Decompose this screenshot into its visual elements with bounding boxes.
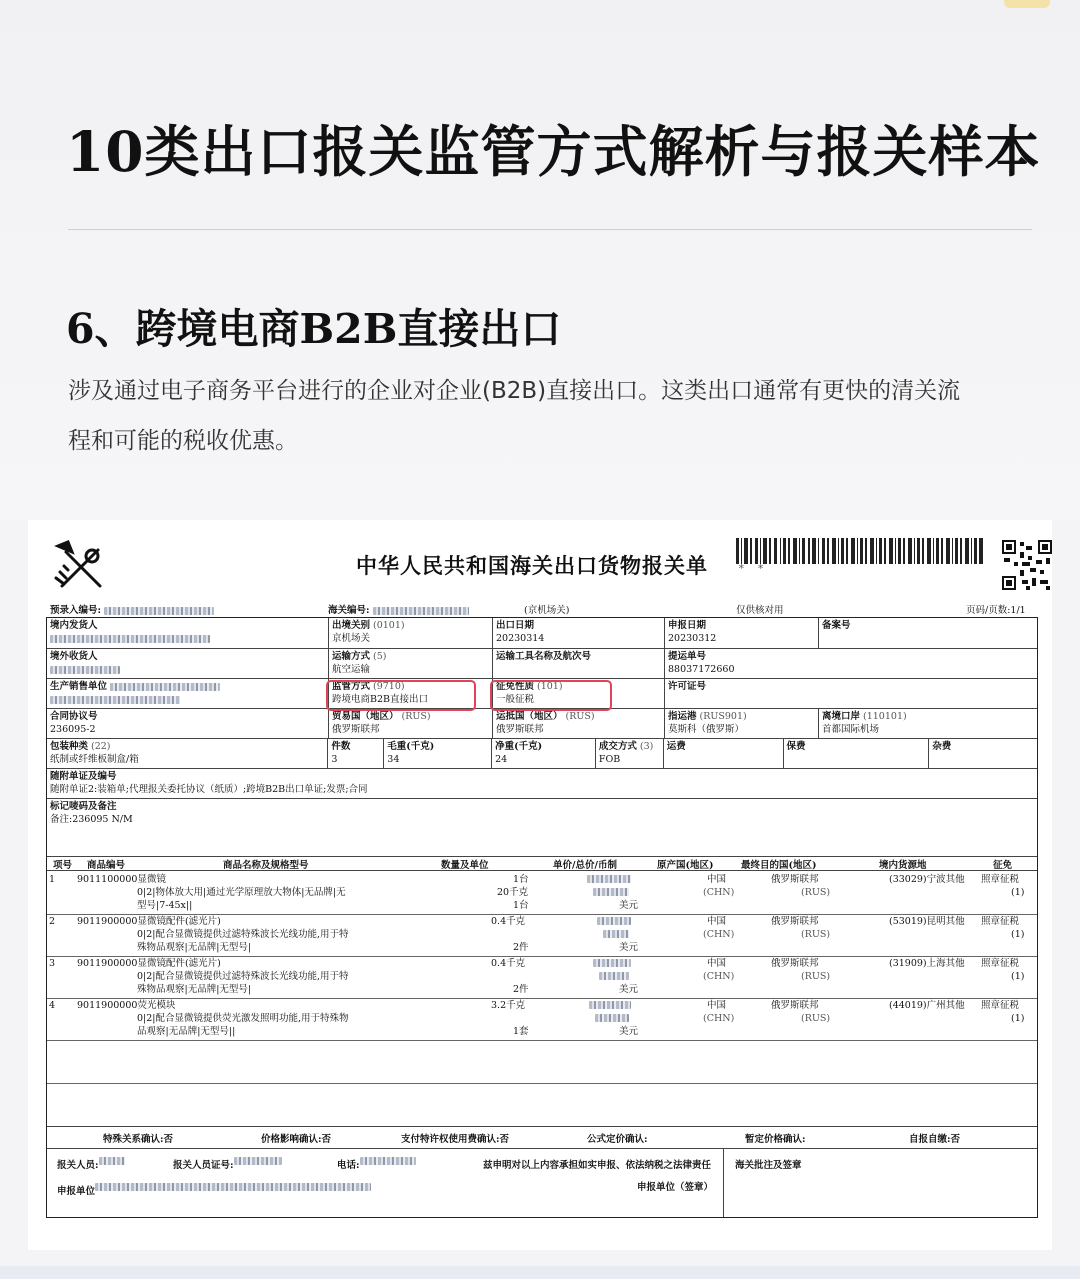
exit-customs-cell: 出境关别 (0101) 京机场关 (329, 618, 493, 648)
declare-unit-seal: 申报单位（签章） (637, 1182, 714, 1193)
row-divider (47, 1040, 1037, 1041)
customs-emblem-icon (52, 538, 110, 596)
decoration-tab (1004, 0, 1050, 8)
formula-pricing: 公式定价确认: (587, 1134, 648, 1145)
foreign-consignee-cell: 境外收货人 (47, 649, 329, 678)
dest-country-cell: 运抵国（地区） (RUS) 俄罗斯联邦 (493, 709, 665, 738)
goods-header: 项号 (53, 860, 73, 871)
customs-no: 海关编号: (328, 602, 469, 616)
net-weight-cell: 净重(千克) 24 (492, 739, 596, 768)
transport-mode-cell: 运输方式 (5) 航空运输 (329, 649, 493, 678)
pre-entry-no: 预录入编号: (50, 602, 214, 616)
page-title: 10类出口报关监管方式解析与报关样本 (66, 119, 1041, 184)
provisional-price: 暂定价格确认: (745, 1134, 806, 1145)
exit-port-cell: 离境口岸 (110101) 首都国际机场 (822, 711, 907, 735)
port-cell: 指运港 (RUS901) 莫斯科（俄罗斯） (665, 709, 819, 738)
signature-section (47, 1149, 1037, 1217)
goods-header: 境内货源地 (879, 860, 927, 871)
producer-cell: 生产销售单位 (47, 679, 329, 708)
goods-table (47, 857, 1037, 1127)
marks-cell: 标记唛码及备注 备注:236095 N/M (50, 801, 133, 825)
license-cell: 许可证号 (668, 681, 707, 692)
pieces-cell: 件数 3 (328, 739, 384, 768)
declare-date-cell: 申报日期 20230312 (665, 618, 819, 648)
package-cell: 包装种类 (22) 纸制或纤维板制盒/箱 (47, 739, 328, 768)
customs-site: (京机场关) (524, 605, 570, 616)
royalty-confirm: 支付特许权使用费确认:否 (401, 1134, 510, 1145)
record-no-cell: 备案号 (822, 620, 851, 631)
declare-unit: 申报单位 (57, 1183, 95, 1197)
special-relation: 特殊关系确认:否 (103, 1134, 174, 1145)
contract-cell: 合同协议号 236095-2 (47, 709, 329, 738)
title-divider (68, 229, 1032, 230)
attached-docs-cell: 随附单证及编号 随附单证2:装箱单;代理报关委托协议（纸质）;跨境B2B出口单证;发票;合同 (50, 771, 368, 795)
bill-cell: 提运单号 88037172660 (668, 651, 735, 675)
goods-header: 征免 (993, 860, 1013, 871)
table-row: 3 9011900000显微镜配件(滤光片) 0|2|配合显微镜提供过滤特殊波长光线功能,用于特 殊物品观察|无品牌|无型号| 0.4千克 2件 美元 中国 (CHN) 俄罗斯联邦 (RUS) (31909)上海其他 照章征税 (1) (49, 958, 1025, 995)
confirmation-row (47, 1127, 1037, 1149)
goods-header: 单价/总价/币制 (553, 860, 617, 871)
deal-mode-cell: 成交方式 (3) FOB (596, 739, 664, 768)
domestic-shipper-cell: 境内发货人 (47, 618, 329, 648)
export-date-cell: 出口日期 20230314 (493, 618, 665, 648)
goods-header: 最终目的国(地区) (741, 860, 817, 871)
qr-code-icon (1002, 540, 1052, 590)
goods-header-row (47, 857, 1037, 871)
goods-header: 商品名称及规格型号 (223, 860, 309, 871)
table-row: 1 9011100000显微镜 0|2|物体放大用|通过光学原理放大物体|无品牌|无 型号|7-45x|| 1台 20千克 1台 美元 中国 (CHN) 俄罗斯联邦 (RUS) (33029)宁波其他 照章征税 (1) (49, 874, 1025, 911)
table-row: 4 9011900000荧光模块 0|2|配合显微镜提供荧光激发照明功能,用于特殊物 品观察|无品牌|无型号|| 3.2千克 1套 美元 中国 (CHN) 俄罗斯联邦 (RUS) (44019)广州其他 照章征税 (1) (49, 1000, 1025, 1037)
insurance-cell: 保费 (784, 739, 930, 768)
tax-nature-cell: 征免性质 (101) 一般征税 (493, 679, 665, 708)
self-payment: 自报自缴:否 (909, 1134, 961, 1145)
page-indicator: 页码/页数:1/1 (966, 605, 1026, 616)
price-impact: 价格影响确认:否 (261, 1134, 332, 1145)
supervision-mode-cell: 监管方式 (9710) 跨境电商B2B直接出口 (329, 679, 493, 708)
goods-header: 原产国(地区) (657, 860, 714, 871)
customs-declaration-form (28, 520, 1052, 1250)
section-title: 6、跨境电商B2B直接出口 (66, 305, 562, 353)
declarant-cert: 报关人员证号: (173, 1157, 234, 1171)
form-title: 中华人民共和国海关出口货物报关单 (356, 554, 708, 578)
vehicle-cell: 运输工具名称及航次号 (493, 649, 665, 678)
phone: 电话: (337, 1157, 360, 1171)
goods-header: 商品编号 (87, 860, 126, 871)
gross-weight-cell: 毛重(千克) 34 (384, 739, 492, 768)
trade-country-cell: 贸易国（地区） (RUS) 俄罗斯联邦 (329, 709, 493, 738)
verify-note: 仅供核对用 (736, 605, 784, 616)
section-description: 涉及通过电子商务平台进行的企业对企业(B2B)直接出口。这类出口通常有更快的清关流程和可能的税收优惠。 (68, 378, 961, 454)
highlight-supervision-mode (326, 680, 476, 711)
footer-strip (0, 1266, 1080, 1279)
table-row: 2 9011900000显微镜配件(滤光片) 0|2|配合显微镜提供过滤特殊波长光线功能,用于特 殊物品观察|无品牌|无型号| 0.4千克 2件 美元 中国 (CHN) 俄罗斯联邦 (RUS) (53019)昆明其他 照章征税 (1) (49, 916, 1025, 953)
freight-cell: 运费 (664, 739, 784, 768)
liability-statement: 兹申明对以上内容承担如实申报、依法纳税之法律责任 (483, 1160, 712, 1171)
declarant: 报关人员: (57, 1157, 99, 1171)
row-divider (47, 1083, 1037, 1084)
misc-fee-cell: 杂费 (932, 741, 952, 752)
highlight-tax-nature (490, 680, 612, 711)
barcode-caption: * * (738, 562, 767, 575)
customs-approval: 海关批注及签章 (735, 1160, 802, 1171)
goods-header: 数量及单位 (441, 860, 489, 871)
